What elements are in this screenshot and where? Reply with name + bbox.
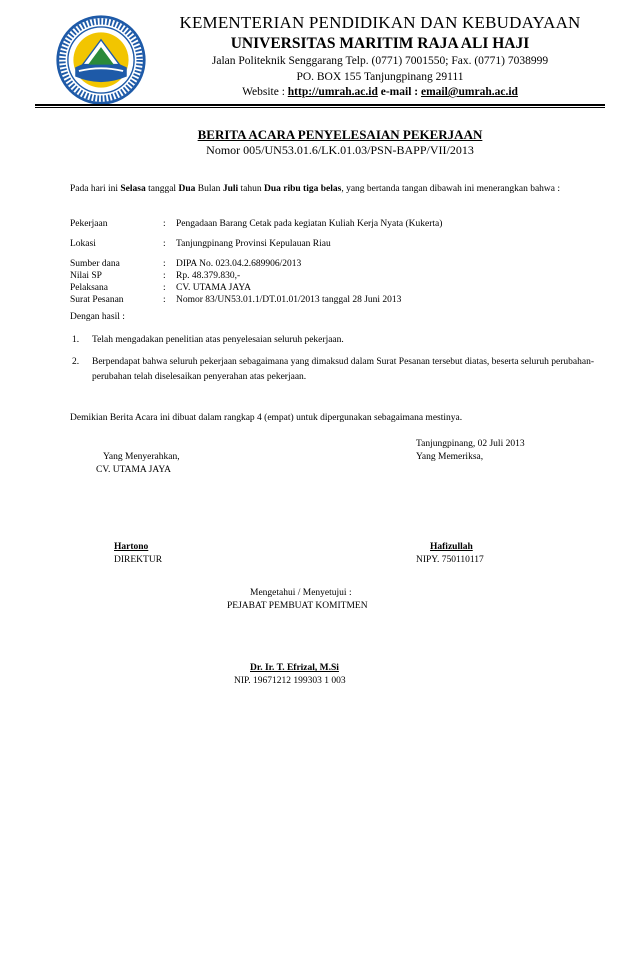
detail-value: Nomor 83/UN53.01.1/DT.01.01/2013 tanggal 28 Juni 2013 <box>176 295 402 305</box>
result-text: Telah mengadakan penelitian atas penyelesaian seluruh pekerjaan. <box>92 335 344 345</box>
detail-colon: : <box>163 219 166 229</box>
right-signer-id: NIPY. 750110117 <box>416 555 484 565</box>
detail-label: Surat Pesanan <box>70 295 124 305</box>
university-address: Jalan Politeknik Senggarang Telp. (0771) 7001550; Fax. (0771) 7038999 <box>211 55 549 67</box>
detail-value: CV. UTAMA JAYA <box>176 283 251 293</box>
place-date: Tanjungpinang, 02 Juli 2013 <box>416 439 525 449</box>
detail-label: Lokasi <box>70 239 96 249</box>
result-number: 2. <box>72 357 80 367</box>
website-link[interactable]: http://umrah.ac.id <box>287 86 378 98</box>
right-signer-name: Hafizullah <box>430 542 473 552</box>
university-pobox: PO. BOX 155 Tanjungpinang 29111 <box>296 71 464 83</box>
closing-paragraph: Demikian Berita Acara ini dibuat dalam rangkap 4 (empat) untuk dipergunakan sebagaimana mestinya. <box>70 413 463 423</box>
detail-label: Pekerjaan <box>70 219 108 229</box>
approval-heading: Mengetahui / Menyetujui : <box>250 588 352 598</box>
university-name: UNIVERSITAS MARITIM RAJA ALI HAJI <box>230 35 530 52</box>
approver-id: NIP. 19671212 199303 1 003 <box>234 676 346 686</box>
email-link[interactable]: email@umrah.ac.id <box>420 86 518 98</box>
header-rule-thin <box>35 107 605 108</box>
hasil-label: Dengan hasil : <box>70 312 125 322</box>
email-label: e-mail : <box>380 86 419 98</box>
approver-name: Dr. Ir. T. Efrizal, M.Si <box>250 663 339 673</box>
right-signer-role: Yang Memeriksa, <box>416 452 484 462</box>
left-signer-role: Yang Menyerahkan, <box>103 452 180 462</box>
document-number: Nomor 005/UN53.01.6/LK.01.03/PSN-BAPP/VII/2013 <box>206 143 474 157</box>
detail-colon: : <box>163 239 166 249</box>
header-rule-thick <box>35 104 605 106</box>
detail-colon: : <box>163 259 166 269</box>
result-text: Berpendapat bahwa seluruh pekerjaan sebagaimana yang dimaksud dalam Surat Pesanan tersebut diatas, beserta seluruh perubahan-perubahan telah diselesaikan penyerahan atas pekerjaan. <box>92 357 594 382</box>
result-number: 1. <box>72 335 80 345</box>
intro-paragraph: Pada hari ini Selasa tanggal Dua Bulan Juli tahun Dua ribu tiga belas, yang bertanda tangan dibawah ini menerangkan bahwa : <box>70 184 561 194</box>
university-logo <box>55 14 147 106</box>
detail-value: Rp. 48.379.830,- <box>176 271 241 281</box>
document-title: BERITA ACARA PENYELESAIAN PEKERJAAN <box>197 127 483 142</box>
left-signer-name: Hartono <box>114 542 149 552</box>
approval-role: PEJABAT PEMBUAT KOMITMEN <box>227 601 368 611</box>
detail-value: Tanjungpinang Provinsi Kepulauan Riau <box>176 239 331 249</box>
university-contact <box>150 86 610 98</box>
ministry-name: KEMENTERIAN PENDIDIKAN DAN KEBUDAYAAN <box>179 13 581 32</box>
detail-colon: : <box>163 295 166 305</box>
detail-colon: : <box>163 271 166 281</box>
detail-label: Sumber dana <box>70 259 120 269</box>
detail-value: Pengadaan Barang Cetak pada kegiatan Kuliah Kerja Nyata (Kukerta) <box>176 219 443 229</box>
detail-value: DIPA No. 023.04.2.689906/2013 <box>176 259 302 269</box>
website-label: Website : <box>242 86 285 98</box>
left-signer-title: DIREKTUR <box>114 555 163 565</box>
detail-label: Nilai SP <box>70 271 102 281</box>
detail-label: Pelaksana <box>70 283 108 293</box>
left-signer-org: CV. UTAMA JAYA <box>96 465 171 475</box>
detail-colon: : <box>163 283 166 293</box>
